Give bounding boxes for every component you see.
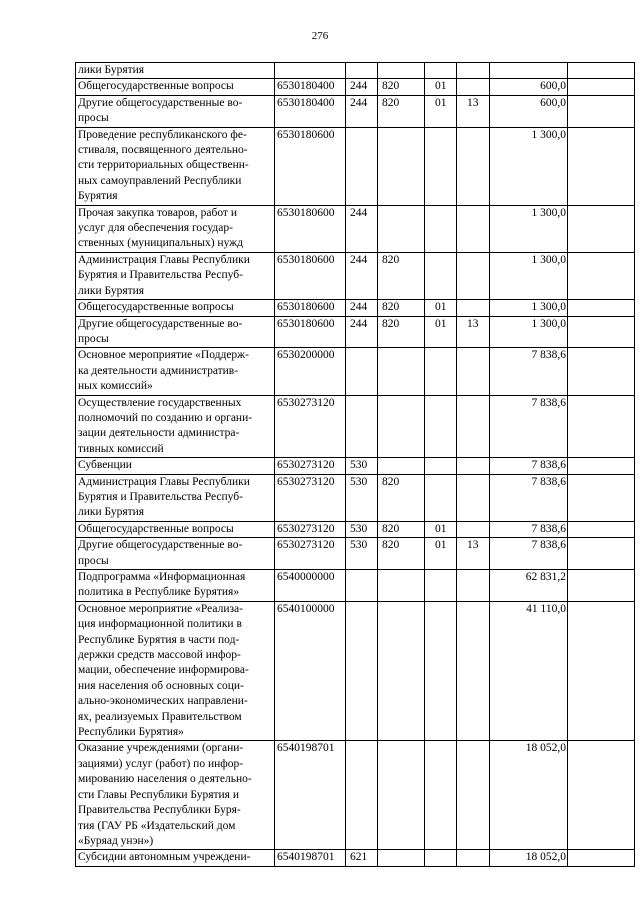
row-name: Другие общегосударственные во- просы — [76, 316, 275, 348]
row-ministry-code — [378, 348, 425, 395]
row-name: Прочая закупка товаров, работ и услуг для обеспечения государ- ственных (муниципальных) нужд — [76, 205, 275, 252]
row-extra — [568, 601, 635, 741]
row-expense-type: 530 — [346, 458, 378, 474]
row-extra — [568, 538, 635, 570]
row-subsection — [457, 570, 490, 602]
row-expense-type: 244 — [346, 79, 378, 95]
row-amount: 1 300,0 — [490, 300, 568, 316]
row-target-code: 6540198701 — [275, 741, 346, 850]
row-extra — [568, 205, 635, 252]
row-target-code: 6530180600 — [275, 252, 346, 299]
row-extra — [568, 95, 635, 127]
row-section: 01 — [425, 79, 457, 95]
row-extra — [568, 395, 635, 458]
row-ministry-code: 820 — [378, 252, 425, 299]
table-row — [76, 741, 635, 850]
row-expense-type: 530 — [346, 474, 378, 521]
row-section — [425, 474, 457, 521]
row-target-code: 6540000000 — [275, 570, 346, 602]
table-row — [76, 850, 635, 866]
row-expense-type — [346, 348, 378, 395]
row-amount: 1 300,0 — [490, 205, 568, 252]
row-expense-type: 244 — [346, 205, 378, 252]
table-row — [76, 538, 635, 570]
row-section — [425, 252, 457, 299]
row-amount: 600,0 — [490, 95, 568, 127]
row-ministry-code: 820 — [378, 95, 425, 127]
row-expense-type — [346, 741, 378, 850]
row-amount: 7 838,6 — [490, 538, 568, 570]
row-name: Общегосударственные вопросы — [76, 79, 275, 95]
row-target-code: 6530273120 — [275, 395, 346, 458]
row-amount: 41 110,0 — [490, 601, 568, 741]
row-section: 01 — [425, 300, 457, 316]
row-amount: 7 838,6 — [490, 521, 568, 537]
row-amount: 18 052,0 — [490, 741, 568, 850]
row-extra — [568, 316, 635, 348]
row-section — [425, 850, 457, 866]
row-expense-type — [346, 395, 378, 458]
row-subsection — [457, 348, 490, 395]
row-extra — [568, 474, 635, 521]
row-ministry-code: 820 — [378, 316, 425, 348]
row-section — [425, 458, 457, 474]
table-body — [76, 63, 635, 867]
table-row — [76, 601, 635, 741]
row-amount: 7 838,6 — [490, 474, 568, 521]
row-subsection — [457, 474, 490, 521]
row-amount: 18 052,0 — [490, 850, 568, 866]
row-name: Основное мероприятие «Реализа- ция информационной политики в Республике Бурятия в части под- держки средств массовой инфор- мации, обеспечение информирова- ния населения об основных соци- ально-экономических направлени- ях, реализуемых Правительством Республики Бурятия» — [76, 601, 275, 741]
row-target-code — [275, 63, 346, 79]
table-row — [76, 348, 635, 395]
row-section — [425, 127, 457, 205]
row-expense-type: 621 — [346, 850, 378, 866]
row-name: Общегосударственные вопросы — [76, 300, 275, 316]
row-section — [425, 205, 457, 252]
row-target-code: 6530180400 — [275, 95, 346, 127]
row-name: Другие общегосударственные во- просы — [76, 538, 275, 570]
row-extra — [568, 570, 635, 602]
row-extra — [568, 63, 635, 79]
row-expense-type — [346, 63, 378, 79]
row-name: Осуществление государственных полномочий по созданию и органи- зации деятельности администра- тивных комиссий — [76, 395, 275, 458]
row-subsection — [457, 252, 490, 299]
row-target-code: 6530180600 — [275, 300, 346, 316]
row-amount — [490, 63, 568, 79]
row-expense-type: 530 — [346, 538, 378, 570]
row-subsection: 13 — [457, 538, 490, 570]
row-section — [425, 570, 457, 602]
table-row — [76, 95, 635, 127]
row-section: 01 — [425, 316, 457, 348]
row-section — [425, 601, 457, 741]
row-amount: 7 838,6 — [490, 395, 568, 458]
row-subsection: 13 — [457, 316, 490, 348]
row-name: Общегосударственные вопросы — [76, 521, 275, 537]
row-amount: 62 831,2 — [490, 570, 568, 602]
row-subsection — [457, 300, 490, 316]
row-target-code: 6540100000 — [275, 601, 346, 741]
row-extra — [568, 79, 635, 95]
row-subsection — [457, 79, 490, 95]
row-extra — [568, 348, 635, 395]
row-ministry-code: 820 — [378, 474, 425, 521]
row-name: Администрация Главы Республики Бурятия и Правительства Респуб- лики Бурятия — [76, 252, 275, 299]
row-section — [425, 741, 457, 850]
row-expense-type: 244 — [346, 95, 378, 127]
row-section: 01 — [425, 95, 457, 127]
row-ministry-code: 820 — [378, 300, 425, 316]
row-extra — [568, 300, 635, 316]
row-name: Другие общегосударственные во- просы — [76, 95, 275, 127]
row-target-code: 6530180400 — [275, 79, 346, 95]
row-section — [425, 63, 457, 79]
row-extra — [568, 458, 635, 474]
table-row — [76, 474, 635, 521]
row-name: лики Бурятия — [76, 63, 275, 79]
table-row — [76, 570, 635, 602]
row-expense-type: 244 — [346, 316, 378, 348]
table-row — [76, 316, 635, 348]
row-ministry-code: 820 — [378, 521, 425, 537]
row-name: Проведение республиканского фе- стиваля, посвященного деятельно- сти территориальных общественн- ных самоуправлений Республики Бурятия — [76, 127, 275, 205]
row-target-code: 6530180600 — [275, 316, 346, 348]
row-section: 01 — [425, 538, 457, 570]
row-section — [425, 348, 457, 395]
row-amount: 7 838,6 — [490, 348, 568, 395]
row-ministry-code: 820 — [378, 538, 425, 570]
table-row — [76, 79, 635, 95]
row-section — [425, 395, 457, 458]
row-extra — [568, 521, 635, 537]
row-name: Субвенции — [76, 458, 275, 474]
row-ministry-code — [378, 127, 425, 205]
table-row — [76, 458, 635, 474]
row-target-code: 6540198701 — [275, 850, 346, 866]
row-expense-type: 244 — [346, 300, 378, 316]
row-target-code: 6530180600 — [275, 205, 346, 252]
row-extra — [568, 741, 635, 850]
row-expense-type — [346, 570, 378, 602]
budget-table — [75, 62, 635, 867]
table-row — [76, 521, 635, 537]
row-extra — [568, 252, 635, 299]
row-extra — [568, 850, 635, 866]
row-expense-type: 244 — [346, 252, 378, 299]
row-ministry-code: 820 — [378, 79, 425, 95]
row-name: Подпрограмма «Информационная политика в Республике Бурятия» — [76, 570, 275, 602]
row-expense-type — [346, 601, 378, 741]
row-target-code: 6530273120 — [275, 538, 346, 570]
row-ministry-code — [378, 601, 425, 741]
table-row — [76, 63, 635, 79]
row-subsection — [457, 458, 490, 474]
row-subsection — [457, 205, 490, 252]
row-subsection — [457, 63, 490, 79]
page-number: 276 — [311, 30, 329, 42]
table-row — [76, 300, 635, 316]
table-row — [76, 205, 635, 252]
row-ministry-code — [378, 63, 425, 79]
row-name: Оказание учреждениями (органи- зациями) услуг (работ) по инфор- мированию населения о деятельно- сти Главы Республики Бурятия и Правительства Республики Буря- тия (ГАУ РБ «Издательский дом «Буряад унэн») — [76, 741, 275, 850]
row-target-code: 6530180600 — [275, 127, 346, 205]
row-ministry-code — [378, 205, 425, 252]
row-ministry-code — [378, 395, 425, 458]
row-target-code: 6530200000 — [275, 348, 346, 395]
row-amount: 1 300,0 — [490, 127, 568, 205]
table-row — [76, 395, 635, 458]
row-subsection: 13 — [457, 95, 490, 127]
row-extra — [568, 127, 635, 205]
row-subsection — [457, 395, 490, 458]
row-name: Субсидии автономным учреждени- — [76, 850, 275, 866]
row-subsection — [457, 601, 490, 741]
row-ministry-code — [378, 741, 425, 850]
row-ministry-code — [378, 458, 425, 474]
row-amount: 1 300,0 — [490, 252, 568, 299]
row-ministry-code — [378, 570, 425, 602]
row-expense-type: 530 — [346, 521, 378, 537]
row-target-code: 6530273120 — [275, 521, 346, 537]
row-ministry-code — [378, 850, 425, 866]
table-row — [76, 252, 635, 299]
row-name: Администрация Главы Республики Бурятия и Правительства Респуб- лики Бурятия — [76, 474, 275, 521]
row-target-code: 6530273120 — [275, 474, 346, 521]
row-target-code: 6530273120 — [275, 458, 346, 474]
table-row — [76, 127, 635, 205]
row-subsection — [457, 741, 490, 850]
row-subsection — [457, 127, 490, 205]
row-subsection — [457, 521, 490, 537]
row-section: 01 — [425, 521, 457, 537]
row-name: Основное мероприятие «Поддерж- ка деятельности административ- ных комиссий» — [76, 348, 275, 395]
row-amount: 7 838,6 — [490, 458, 568, 474]
row-amount: 1 300,0 — [490, 316, 568, 348]
row-amount: 600,0 — [490, 79, 568, 95]
row-expense-type — [346, 127, 378, 205]
row-subsection — [457, 850, 490, 866]
